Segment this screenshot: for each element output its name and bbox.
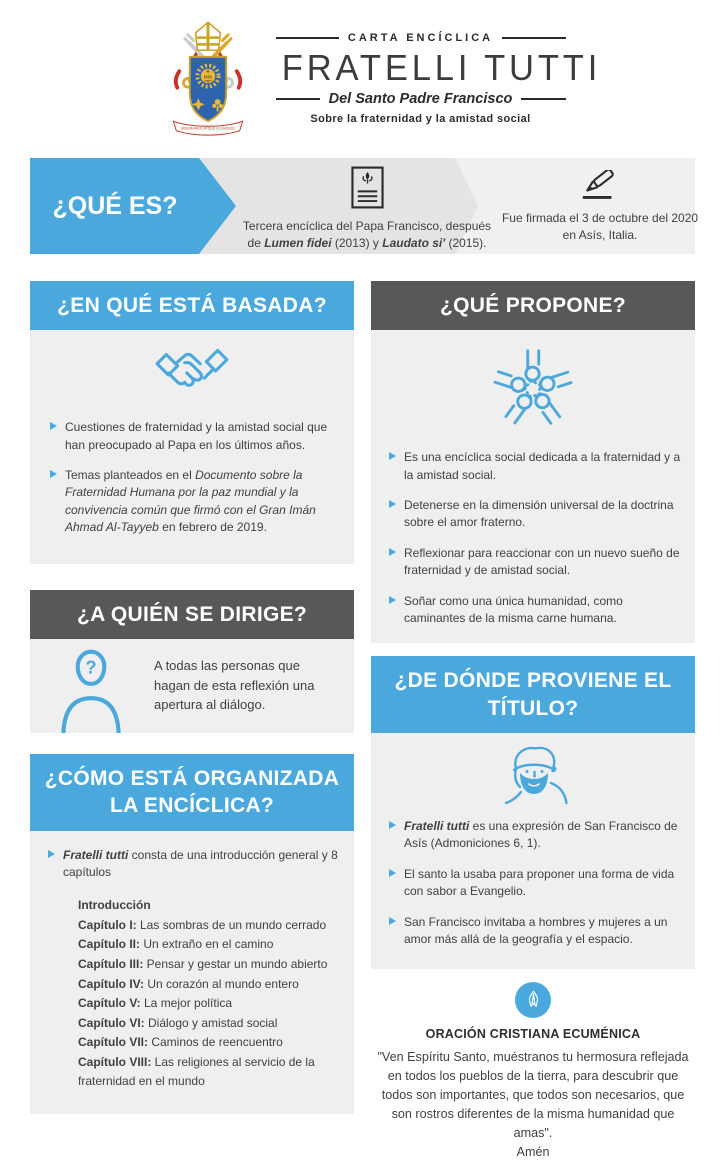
right-column <box>371 281 695 1162</box>
rule-line <box>502 37 565 39</box>
rule-line <box>521 98 565 100</box>
bullet-arrow-icon <box>389 548 396 556</box>
bullet-text: Soñar como una única humanidad, como caminantes de la misma carne humana. <box>404 593 623 626</box>
person-question-icon <box>58 643 124 733</box>
bullet-item <box>50 467 340 537</box>
bullet-text: Fratelli tutti es una expresión de San Francisco de Asís (Admoniciones 6, 1). <box>404 819 678 851</box>
que-es-item-document <box>240 166 494 251</box>
saint-francis-icon <box>491 743 575 805</box>
bullet-item <box>389 449 683 484</box>
left-column <box>30 281 354 1162</box>
chapter-item: Capítulo VIII: Las religiones al servicio de la fraternidad en el mundo <box>78 1054 315 1089</box>
papal-coat-of-arms <box>160 18 256 138</box>
tagline: Sobre la fraternidad y la amistad social <box>310 112 531 125</box>
hands-unity-icon <box>490 346 576 432</box>
prayer-quote: "Ven Espíritu Santo, muéstranos tu hermosura reflejada en todos los pueblos de la tierra, para descubrir que todos son importantes, que todos son necesarios, que son rostros diferentes de la misma humanidad que amas". <box>377 1050 689 1140</box>
bullet-arrow-icon <box>50 470 57 478</box>
chapter-item: Capítulo V: La mejor política <box>78 996 233 1011</box>
main-columns <box>0 281 725 1162</box>
bullet-arrow-icon <box>389 869 396 877</box>
bullet-arrow-icon <box>389 821 396 829</box>
bullet-text: Temas planteados en el Documento sobre la Fraternidad Humana por la paz mundial y la convivencia común que firmó con el Gran Imán Ahmad Al-Tayyeb en febrero de 2019. <box>65 468 316 535</box>
que-es-item-signed <box>498 170 702 243</box>
bullet-arrow-icon <box>389 917 396 925</box>
chapter-item: Capítulo VI: Diálogo y amistad social <box>78 1015 278 1030</box>
bullet-text: San Francisco invitaba a hombres y mujeres a un amor más allá de la geografía y el espacio. <box>404 914 668 946</box>
chapter-item: Capítulo IV: Un corazón al mundo entero <box>78 976 299 991</box>
bullet-arrow-icon <box>50 422 57 430</box>
bullet-item <box>389 545 683 580</box>
handshake-icon <box>153 346 231 400</box>
que-es-label: ¿QUÉ ES? <box>52 191 178 220</box>
subtitle-row <box>276 91 566 107</box>
section-panel-titulo <box>371 733 695 969</box>
kicker: CARTA ENCÍCLICA <box>347 31 494 44</box>
bullet-arrow-icon <box>389 596 396 604</box>
band-content <box>30 158 699 254</box>
bullet-item <box>389 593 683 628</box>
section-header-propone: ¿QUÉ PROPONE? <box>371 281 695 330</box>
bullet-item <box>50 419 340 454</box>
bullet-arrow-icon <box>48 850 55 858</box>
praying-hands-icon <box>515 982 551 1018</box>
section-header-titulo: ¿DE DÓNDE PROVIENE EL TÍTULO? <box>371 656 695 733</box>
masthead <box>0 0 725 140</box>
section-header-organizada: ¿CÓMO ESTÁ ORGANIZADA LA ENCÍCLICA? <box>30 754 354 831</box>
prayer-block <box>371 969 695 1161</box>
bullet-arrow-icon <box>389 452 396 460</box>
prayer-title: ORACIÓN CRISTIANA ECUMÉNICA <box>425 1027 641 1042</box>
chapter-item: Introducción <box>78 898 151 913</box>
section-header-basada: ¿EN QUÉ ESTÁ BASADA? <box>30 281 354 330</box>
encyclical-document-icon <box>351 166 384 209</box>
page-title: FRATELLI TUTTI <box>281 46 601 88</box>
bullet-item <box>389 497 683 532</box>
emblem-motto-text: MISERANDO ATQUE ELIGENDO <box>180 126 235 131</box>
icon-row <box>42 342 342 419</box>
bullet-item <box>389 818 683 853</box>
chapter-item: Capítulo III: Pensar y gestar un mundo abierto <box>78 956 328 971</box>
chapter-item: Capítulo II: Un extraño en el camino <box>78 937 274 952</box>
title-block <box>276 31 601 125</box>
subtitle: Del Santo Padre Francisco <box>328 90 513 107</box>
bullet-item <box>48 847 342 882</box>
que-es-item-text: Fue firmada el 3 de octubre del 2020 en Asís, Italia. <box>501 211 699 242</box>
rule-line <box>276 98 320 100</box>
question-glyph: ? <box>85 656 97 678</box>
emblem-ihs-text: IHS <box>203 75 212 81</box>
bullet-arrow-icon <box>389 500 396 508</box>
chapter-list <box>78 896 344 1091</box>
prayer-amen: Amén <box>516 1144 550 1159</box>
bullet-item <box>389 914 683 949</box>
bullet-text: Fratelli tutti consta de una introducción general y 8 capítulos <box>63 847 338 879</box>
section-panel-dirige <box>30 639 354 733</box>
section-panel-basada <box>30 330 354 563</box>
bullet-text: Detenerse en la dimensión universal de la doctrina sobre el amor fraterno. <box>404 498 674 530</box>
bullet-text: Cuestiones de fraternidad y la amistad social que han preocupado al Papa en los últimos años. <box>65 420 328 452</box>
chapter-item: Capítulo VII: Caminos de reencuentro <box>78 1035 283 1050</box>
que-es-band <box>30 158 699 254</box>
kicker-row <box>276 32 566 44</box>
section-panel-organizada <box>30 831 354 1114</box>
signing-pen-icon <box>579 170 621 201</box>
icon-row <box>381 741 685 818</box>
dirige-text: A todas las personas que hagan de esta reflexión una apertura al diálogo. <box>154 658 315 713</box>
bullet-item <box>389 866 683 901</box>
bullet-text: El santo la usaba para proponer una forma de vida con sabor a Evangelio. <box>404 866 675 899</box>
section-header-dirige: ¿A QUIÉN SE DIRIGE? <box>30 590 354 639</box>
section-panel-propone <box>371 330 695 643</box>
bullet-text: Reflexionar para reaccionar con un nuevo sueño de fraternidad y de amistad social. <box>404 545 680 578</box>
rule-line <box>276 37 339 39</box>
icon-row <box>381 340 685 449</box>
chapter-item: Capítulo I: Las sombras de un mundo cerrado <box>78 917 327 932</box>
que-es-item-text: Tercera encíclica del Papa Francisco, después de Lumen fidei (2013) y Laudato si' (2015). <box>242 219 492 250</box>
bullet-text: Es una encíclica social dedicada a la fraternidad y a la amistad social. <box>404 450 681 482</box>
